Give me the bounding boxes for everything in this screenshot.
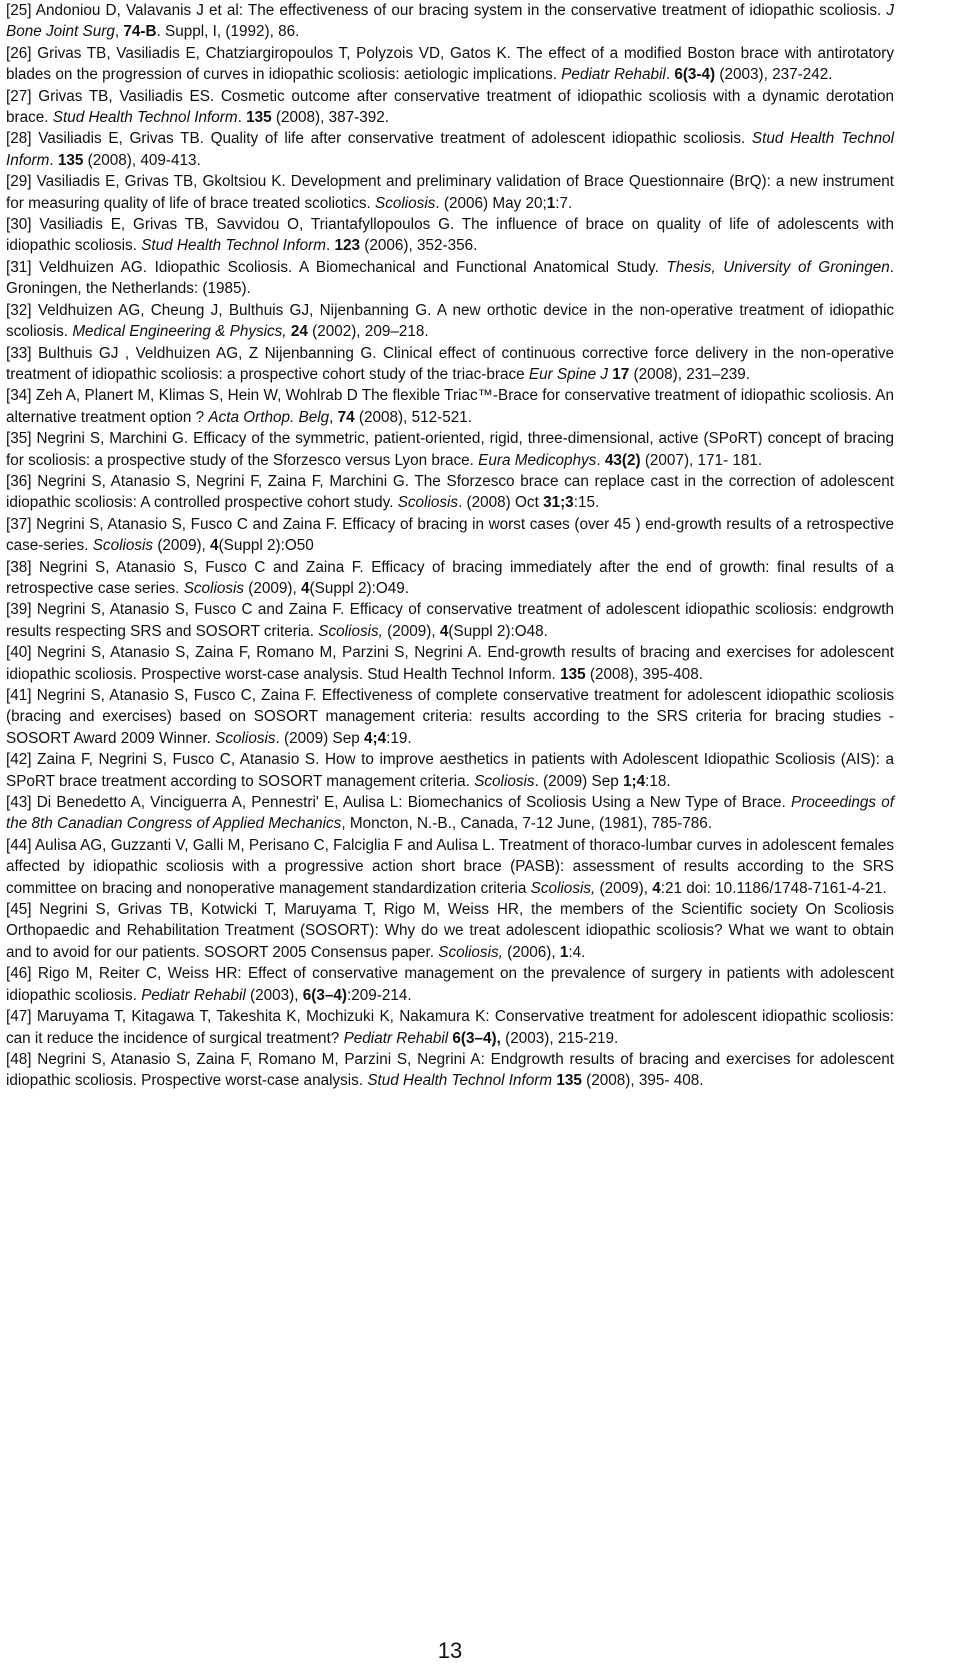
reference-text: (2003), 237-242. bbox=[715, 66, 833, 84]
reference-text: Vasiliadis E, Grivas TB. Quality of life after conservative treatment of adolescent idiopathic scoliosis. bbox=[38, 130, 752, 148]
reference-volume: 4;4 bbox=[363, 729, 387, 747]
reference-item bbox=[6, 0, 894, 43]
reference-number: [45] bbox=[6, 901, 32, 919]
reference-number: [39] bbox=[6, 601, 32, 619]
reference-number: [25] bbox=[6, 2, 32, 19]
reference-item bbox=[6, 749, 894, 792]
reference-number: [28] bbox=[6, 130, 32, 148]
reference-journal: Pediatr Rehabil bbox=[561, 66, 666, 84]
reference-item bbox=[6, 514, 894, 557]
reference-text: , bbox=[329, 408, 338, 426]
reference-text: (2006), bbox=[502, 943, 560, 961]
reference-text: :7. bbox=[555, 194, 573, 212]
reference-item bbox=[6, 128, 894, 171]
reference-text: (2006), 352-356. bbox=[360, 237, 478, 255]
reference-volume: 135 bbox=[57, 151, 84, 169]
reference-volume: 31;3 bbox=[543, 494, 574, 512]
reference-text: , Moncton, N.-B., Canada, 7-12 June, (1981), 785-786. bbox=[341, 815, 713, 833]
reference-text: (2008), 512-521. bbox=[354, 408, 473, 426]
reference-volume: 4 bbox=[301, 579, 310, 597]
reference-number: [46] bbox=[6, 965, 32, 983]
reference-journal: Thesis, University of Groningen bbox=[666, 258, 890, 276]
reference-text: , bbox=[114, 23, 124, 41]
reference-item bbox=[6, 792, 894, 835]
reference-text: Zaina F, Negrini S, Fusco C, Atanasio S. How to improve aesthetics in patients with Adolescent Idiopathic Scoliosis (AIS): a SPoRT brace treatment according to SOSORT management criteria. bbox=[6, 751, 894, 790]
reference-item bbox=[6, 963, 894, 1006]
reference-number: [32] bbox=[6, 301, 32, 319]
reference-volume: 4 bbox=[652, 879, 661, 897]
reference-volume: 1;4 bbox=[623, 772, 646, 790]
reference-text: Negrini S, Grivas TB, Kotwicki T, Maruyama T, Rigo M, Weiss HR, the members of the Scientific society On Scoliosis Orthopaedic and Rehabilitation Treatment (SOSORT): Why do we treat adolescent idiopathic scoliosis? What we want to obtain and to avoid for our patients. SOSORT 2005 Consensus paper. bbox=[6, 901, 895, 961]
reference-text: . bbox=[326, 237, 335, 255]
reference-number: [48] bbox=[6, 1050, 32, 1068]
reference-item bbox=[6, 86, 894, 129]
reference-item bbox=[6, 557, 894, 600]
reference-number: [34] bbox=[6, 387, 32, 405]
reference-item bbox=[6, 343, 894, 386]
reference-text: Veldhuizen AG. Idiopathic Scoliosis. A Biomechanical and Functional Anatomical Study. bbox=[39, 258, 667, 276]
reference-item bbox=[6, 599, 894, 642]
reference-text: Grivas TB, Vasiliadis E, Chatziargiropoulos T, Polyzois VD, Gatos K. The effect of a modified Boston brace with antirotatory blades on the progression of curves in idiopathic scoliosis: aetiologic implications. bbox=[6, 44, 894, 84]
reference-number: [36] bbox=[6, 472, 32, 490]
reference-volume: 135 bbox=[246, 109, 272, 127]
reference-journal: Eura Medicophys bbox=[478, 451, 597, 469]
reference-number: [26] bbox=[6, 44, 32, 62]
reference-item bbox=[6, 171, 894, 214]
reference-text: Zeh A, Planert M, Klimas S, Hein W, Wohlrab D The flexible Triac™-Brace for conservative treatment of idiopathic scoliosis. An alternative treatment option ? bbox=[6, 387, 894, 426]
reference-text: (2007), 171- 181. bbox=[640, 451, 763, 469]
reference-text: (2003), 215-219. bbox=[500, 1029, 619, 1047]
reference-journal: Medical Engineering & Physics, bbox=[72, 323, 287, 341]
reference-number: [42] bbox=[6, 751, 32, 769]
reference-volume: 24 bbox=[290, 323, 308, 341]
reference-text: Negrini S, Atanasio S, Zaina F, Romano M, Parzini S, Negrini A. End-growth results of bracing and exercises for adolescent idiopathic scoliosis. Prospective worst-case analysis. Stud Health Technol Inform. bbox=[6, 644, 894, 683]
reference-text: :4. bbox=[568, 943, 586, 961]
reference-text: (2009), bbox=[382, 622, 440, 640]
reference-text: . (2008) Oct bbox=[458, 494, 544, 512]
reference-volume: 4 bbox=[439, 622, 449, 640]
reference-text: . Suppl, I, (1992), 86. bbox=[156, 23, 300, 41]
reference-text: . (2009) Sep bbox=[534, 772, 623, 790]
reference-text: Vasiliadis E, Grivas TB, Gkoltsiou K. Development and preliminary validation of Brace Questionnaire (BrQ): a new instrument for measuring quality of life of brace treated scoliotics. bbox=[6, 173, 895, 212]
reference-text: Negrini S, Marchini G. Efficacy of the symmetric, patient-oriented, rigid, three-dimensional, active (SPoRT) concept of bracing for scoliosis: a prospective study of the Sforzesco versus Lyon brace. bbox=[6, 430, 895, 469]
reference-volume: 6(3–4) bbox=[302, 986, 347, 1004]
reference-journal: Scoliosis bbox=[92, 537, 154, 555]
reference-journal: Eur Spine J bbox=[528, 365, 608, 383]
reference-text: (Suppl 2):O48. bbox=[448, 622, 548, 640]
reference-item bbox=[6, 1006, 894, 1049]
reference-volume: 123 bbox=[334, 237, 361, 255]
reference-volume: 1 bbox=[559, 943, 569, 961]
reference-text: . (2009) Sep bbox=[275, 729, 364, 747]
reference-volume: 6(3-4) bbox=[674, 66, 716, 84]
reference-journal: Scoliosis bbox=[215, 729, 276, 747]
reference-item bbox=[6, 1049, 894, 1092]
reference-text: . bbox=[237, 109, 247, 127]
reference-text: Negrini S, Atanasio S, Fusco C and Zaina F. Efficacy of bracing in worst cases (over 45 ) end-growth results of a retrospective case-series. bbox=[6, 515, 895, 555]
reference-text: (2002), 209–218. bbox=[307, 323, 429, 341]
reference-number: [37] bbox=[6, 515, 32, 533]
reference-text: (Suppl 2):O49. bbox=[309, 579, 410, 597]
reference-text: (2003), bbox=[245, 986, 303, 1004]
reference-number: [38] bbox=[6, 558, 32, 576]
reference-text: . bbox=[596, 451, 605, 469]
reference-text: . Groningen, the Netherlands: (1985). bbox=[6, 258, 894, 298]
reference-volume: 135 bbox=[560, 665, 586, 683]
reference-item bbox=[6, 43, 894, 86]
reference-journal: Pediatr Rehabil bbox=[343, 1029, 449, 1047]
reference-journal: Stud Health Technol Inform bbox=[52, 109, 238, 127]
reference-journal: Scoliosis, bbox=[530, 879, 596, 897]
reference-item bbox=[6, 300, 894, 343]
reference-item bbox=[6, 835, 894, 899]
reference-text: Negrini S, Atanasio S, Fusco C, Zaina F. Effectiveness of complete conservative treatment for adolescent idiopathic scoliosis (bracing and exercises) based on SOSORT management criteria: results according to the SRS criteria for bracing studies - SOSORT Award 2009 Winner. bbox=[6, 687, 895, 747]
reference-text: Negrini S, Atanasio S, Negrini F, Zaina F, Marchini G. The Sforzesco brace can replace cast in the correction of adolescent idiopathic scoliosis: A controlled prospective cohort study. bbox=[6, 472, 895, 512]
reference-text: Aulisa AG, Guzzanti V, Galli M, Perisano C, Falciglia F and Aulisa L. Treatment of thoraco-lumbar curves in adolescent females affected by idiopathic scoliosis with a progressive action short brace (PASB): assessment of results according to the SRS committee on bracing and nonoperative management standardization criteria bbox=[6, 836, 895, 897]
reference-text: . bbox=[665, 66, 675, 84]
reference-number: [40] bbox=[6, 644, 32, 662]
reference-item bbox=[6, 385, 894, 428]
reference-text: Negrini S, Atanasio S, Fusco C and Zaina F. Efficacy of bracing immediately after the end of growth: final results of a retrospective case series. bbox=[6, 558, 895, 597]
reference-text: :21 doi: 10.1186/1748-7161-4-21. bbox=[660, 879, 887, 897]
reference-number: [43] bbox=[6, 794, 32, 812]
reference-number: [33] bbox=[6, 344, 32, 362]
reference-text: (2008), 409-413. bbox=[83, 151, 201, 169]
reference-text: (2009), bbox=[595, 879, 653, 897]
reference-text: (Suppl 2):O50 bbox=[218, 537, 314, 555]
reference-volume: 43(2) bbox=[604, 451, 641, 469]
reference-item bbox=[6, 214, 894, 257]
reference-journal: Scoliosis, bbox=[318, 622, 383, 640]
reference-number: [31] bbox=[6, 258, 32, 276]
reference-text: :19. bbox=[386, 729, 412, 747]
reference-journal: Proceedings of the 8th Canadian Congress of Applied Mechanics bbox=[6, 794, 895, 833]
reference-text: Andoniou D, Valavanis J et al: The effectiveness of our bracing system in the conservative treatment of idiopathic scoliosis. bbox=[35, 2, 887, 19]
reference-text: Di Benedetto A, Vinciguerra A, Pennestri' E, Aulisa L: Biomechanics of Scoliosis Using a New Type of Brace. bbox=[36, 794, 791, 812]
reference-volume: 4 bbox=[210, 537, 219, 555]
reference-journal: Stud Health Technol Inform bbox=[141, 237, 326, 255]
reference-text: :18. bbox=[645, 772, 671, 790]
reference-journal: J Bone Joint Surg bbox=[6, 2, 894, 41]
reference-text: Vasiliadis E, Grivas TB, Savvidou O, Triantafyllopoulos G. The influence of brace on quality of life of adolescents with idiopathic scoliosis. bbox=[6, 216, 895, 255]
reference-volume: 74 bbox=[337, 408, 355, 426]
reference-volume: 17 bbox=[612, 365, 630, 383]
reference-number: [30] bbox=[6, 216, 32, 234]
reference-journal: Scoliosis bbox=[183, 579, 245, 597]
reference-volume: 1 bbox=[546, 194, 556, 212]
reference-item bbox=[6, 428, 894, 471]
reference-journal: Scoliosis, bbox=[438, 943, 503, 961]
reference-text: Grivas TB, Vasiliadis ES. Cosmetic outcome after conservative treatment of idiopathic scoliosis with a dynamic derotation brace. bbox=[6, 87, 894, 127]
reference-number: [47] bbox=[6, 1008, 32, 1026]
reference-text: Negrini S, Atanasio S, Fusco C and Zaina F. Efficacy of conservative treatment of adolescent idiopathic scoliosis: endgrowth results respecting SRS and SOSORT criteria. bbox=[6, 601, 894, 640]
reference-text: (2009), bbox=[153, 537, 211, 555]
reference-number: [35] bbox=[6, 430, 32, 448]
reference-journal: Pediatr Rehabil bbox=[141, 986, 246, 1004]
reference-volume: 74-B bbox=[123, 23, 157, 41]
reference-journal: Stud Health Technol Inform bbox=[367, 1072, 553, 1090]
reference-text: . (2006) May 20; bbox=[435, 194, 547, 212]
reference-item bbox=[6, 685, 894, 749]
reference-text: (2008), 231–239. bbox=[629, 365, 751, 383]
reference-text: (2009), bbox=[244, 579, 302, 597]
reference-text: (2008), 395-408. bbox=[585, 665, 703, 683]
reference-text: :15. bbox=[573, 494, 600, 512]
reference-text: Rigo M, Reiter C, Weiss HR: Effect of conservative management on the prevalence of surgery in patients with adolescent idiopathic scoliosis. bbox=[6, 965, 894, 1004]
reference-journal: Stud Health Technol Inform bbox=[6, 130, 894, 169]
reference-number: [44] bbox=[6, 836, 32, 854]
reference-item bbox=[6, 471, 894, 514]
reference-volume: 135 bbox=[556, 1072, 582, 1090]
reference-text: (2008), 395- 408. bbox=[581, 1072, 704, 1090]
page-number: 13 bbox=[437, 1638, 463, 1663]
reference-volume: 6(3–4), bbox=[452, 1029, 501, 1047]
reference-text: Veldhuizen AG, Cheung J, Bulthuis GJ, Nijenbanning G. A new orthotic device in the non-operative treatment of idiopathic scoliosis. bbox=[6, 301, 894, 341]
reference-item bbox=[6, 257, 894, 300]
reference-text: . bbox=[49, 151, 58, 169]
reference-list bbox=[6, 0, 894, 1092]
reference-text: :209-214. bbox=[346, 986, 412, 1004]
reference-journal: Scoliosis bbox=[474, 772, 535, 790]
reference-item bbox=[6, 899, 894, 963]
reference-number: [27] bbox=[6, 87, 32, 105]
reference-journal: Acta Orthop. Belg bbox=[208, 408, 330, 426]
reference-text: Negrini S, Atanasio S, Zaina F, Romano M, Parzini S, Negrini A: Endgrowth results of bracing and exercises for adolescent idiopathic scoliosis. Prospective worst-case analysis. bbox=[6, 1050, 895, 1090]
reference-journal: Scoliosis bbox=[375, 194, 436, 212]
reference-text: Bulthuis GJ , Veldhuizen AG, Z Nijenbanning G. Clinical effect of continuous corrective force delivery in the non-operative treatment of idiopathic scoliosis: a prospective cohort study of the triac-brace bbox=[6, 344, 895, 383]
reference-text: (2008), 387-392. bbox=[271, 109, 389, 127]
reference-item bbox=[6, 642, 894, 685]
reference-number: [41] bbox=[6, 687, 32, 704]
reference-text: Maruyama T, Kitagawa T, Takeshita K, Mochizuki K, Nakamura K: Conservative treatment for adolescent idiopathic scoliosis: can it reduce the incidence of surgical treatment? bbox=[6, 1008, 894, 1047]
reference-journal: Scoliosis bbox=[397, 494, 459, 512]
reference-number: [29] bbox=[6, 173, 32, 191]
